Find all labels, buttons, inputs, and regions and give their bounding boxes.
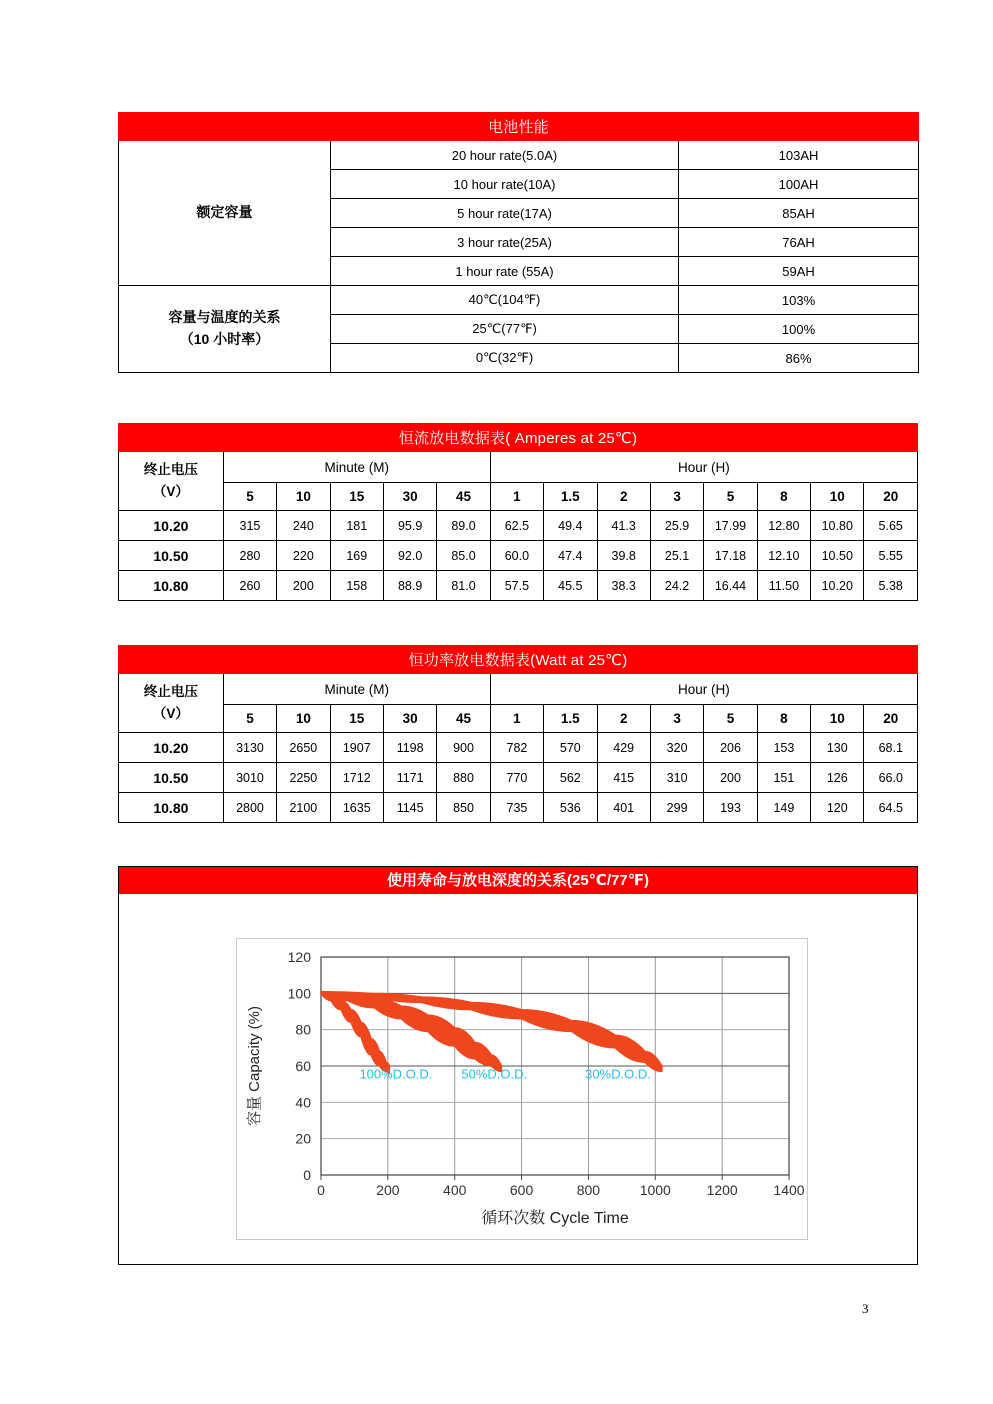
condition-cell: 3 hour rate(25A) — [331, 228, 679, 257]
constant-power-data-cell: 64.5 — [864, 793, 918, 823]
constant-current-data-cell: 181 — [330, 511, 383, 541]
constant-current-data-cell: 280 — [223, 541, 276, 571]
chart-frame — [236, 938, 808, 1240]
constant-power-corner — [119, 674, 224, 733]
constant-power-minute-col-4: 30 — [383, 705, 436, 733]
constant-power-hour-col-7: 10 — [811, 705, 864, 733]
constant-current-hour-col-2: 1.5 — [544, 483, 597, 511]
constant-current-data-cell: 49.4 — [544, 511, 597, 541]
constant-current-hour-col-3: 2 — [597, 483, 650, 511]
battery-performance-table — [118, 112, 919, 373]
constant-current-data-cell: 260 — [223, 571, 276, 601]
chart-canvas-wrap — [119, 894, 917, 1264]
y-tick-label: 60 — [295, 1058, 311, 1074]
constant-power-data-cell: 151 — [757, 763, 810, 793]
value-cell: 103% — [679, 286, 919, 315]
constant-power-hour-col-3: 2 — [597, 705, 650, 733]
x-tick-label: 600 — [509, 1182, 534, 1198]
corner-line2: （V） — [152, 484, 189, 499]
constant-power-data-cell: 3010 — [223, 763, 276, 793]
cycle-life-title: 使用寿命与放电深度的关系(25℃/77℉) — [119, 867, 917, 894]
battery-performance-title: 电池性能 — [119, 113, 919, 141]
section-label-1 — [119, 141, 331, 286]
constant-current-data-cell: 10.20 — [811, 571, 864, 601]
constant-power-minute-col-3: 15 — [330, 705, 383, 733]
x-tick-label: 1200 — [706, 1182, 738, 1198]
x-tick-label: 400 — [443, 1182, 467, 1198]
table-row — [119, 113, 919, 141]
constant-power-minute-col-5: 45 — [437, 705, 490, 733]
constant-current-data-cell: 62.5 — [490, 511, 543, 541]
y-tick-label: 120 — [287, 949, 311, 965]
constant-power-data-cell: 206 — [704, 733, 757, 763]
constant-current-data-cell: 10.80 — [811, 511, 864, 541]
constant-power-data-cell: 2650 — [277, 733, 330, 763]
constant-current-data-cell: 85.0 — [437, 541, 490, 571]
constant-power-data-cell: 570 — [544, 733, 597, 763]
constant-current-minute-col-4: 30 — [383, 483, 436, 511]
constant-power-data-cell: 310 — [650, 763, 703, 793]
constant-current-minute-col-5: 45 — [437, 483, 490, 511]
constant-power-data-cell: 770 — [490, 763, 543, 793]
constant-current-minute-col-2: 10 — [277, 483, 330, 511]
y-axis-title: 容量 Capacity (%) — [246, 1005, 263, 1127]
constant-power-data-cell: 2250 — [277, 763, 330, 793]
y-tick-label: 100 — [287, 985, 311, 1002]
x-axis-title: 循环次数 Cycle Time — [481, 1210, 629, 1227]
section-label-line2: （10 小时率） — [179, 331, 270, 347]
constant-current-data-cell: 47.4 — [544, 541, 597, 571]
x-tick-label: 0 — [317, 1182, 325, 1198]
constant-current-data-cell: 11.50 — [757, 571, 810, 601]
constant-power-hour-col-8: 20 — [864, 705, 918, 733]
constant-power-data-cell: 429 — [597, 733, 650, 763]
dod-annotation: 100%D.O.D. — [359, 1066, 433, 1082]
constant-current-title: 恒流放电数据表( Amperes at 25℃) — [119, 424, 918, 452]
constant-current-hour-group: Hour (H) — [490, 452, 917, 483]
table-row — [119, 763, 918, 793]
constant-current-data-cell: 10.50 — [811, 541, 864, 571]
section-label-text: 额定容量 — [196, 204, 253, 221]
page-number: 3 — [862, 1301, 869, 1316]
constant-current-data-cell: 5.38 — [864, 571, 918, 601]
condition-cell: 1 hour rate (55A) — [331, 257, 679, 286]
value-cell: 85AH — [679, 199, 919, 228]
constant-current-data-cell: 45.5 — [544, 571, 597, 601]
x-tick-label: 800 — [576, 1182, 601, 1198]
table-row — [119, 541, 918, 571]
constant-current-data-cell: 92.0 — [383, 541, 436, 571]
constant-power-data-cell: 415 — [597, 763, 650, 793]
constant-current-data-cell: 17.99 — [704, 511, 757, 541]
constant-power-data-cell: 2800 — [223, 793, 276, 823]
table-row — [119, 286, 919, 315]
condition-cell: 5 hour rate(17A) — [331, 199, 679, 228]
constant-current-voltage-cell: 10.50 — [119, 541, 224, 571]
x-tick-label: 1000 — [639, 1182, 671, 1198]
dod-annotation: 50%D.O.D. — [461, 1066, 528, 1082]
constant-power-data-cell: 153 — [757, 733, 810, 763]
table-row — [119, 141, 919, 170]
value-cell: 86% — [679, 344, 919, 373]
constant-current-data-cell: 315 — [223, 511, 276, 541]
constant-power-hour-col-4: 3 — [650, 705, 703, 733]
constant-current-data-cell: 169 — [330, 541, 383, 571]
constant-power-voltage-cell: 10.80 — [119, 793, 224, 823]
cycle-life-chart-block — [118, 866, 918, 1265]
constant-power-data-cell: 900 — [437, 733, 490, 763]
y-tick-label: 80 — [295, 1021, 311, 1038]
constant-power-hour-col-5: 5 — [704, 705, 757, 733]
constant-power-data-cell: 1171 — [383, 763, 436, 793]
table-row — [119, 793, 918, 823]
constant-power-data-cell: 126 — [811, 763, 864, 793]
constant-power-hour-col-6: 8 — [757, 705, 810, 733]
constant-current-voltage-cell: 10.20 — [119, 511, 224, 541]
constant-power-data-cell: 880 — [437, 763, 490, 793]
y-tick-label: 0 — [303, 1167, 311, 1183]
constant-current-hour-col-8: 20 — [864, 483, 918, 511]
constant-current-data-cell: 220 — [277, 541, 330, 571]
section-label-2 — [119, 286, 331, 373]
constant-power-data-cell: 299 — [650, 793, 703, 823]
constant-power-voltage-cell: 10.50 — [119, 763, 224, 793]
table-row — [119, 511, 918, 541]
constant-power-data-cell: 3130 — [223, 733, 276, 763]
constant-power-hour-col-2: 1.5 — [544, 705, 597, 733]
constant-current-data-cell: 16.44 — [704, 571, 757, 601]
constant-current-corner — [119, 452, 224, 511]
constant-current-data-cell: 95.9 — [383, 511, 436, 541]
constant-current-data-cell: 89.0 — [437, 511, 490, 541]
corner-line1: 终止电压 — [143, 684, 198, 700]
constant-current-data-cell: 12.10 — [757, 541, 810, 571]
constant-current-hour-col-5: 5 — [704, 483, 757, 511]
table-row — [119, 674, 918, 705]
constant-power-hour-col-1: 1 — [490, 705, 543, 733]
x-tick-label: 1400 — [773, 1182, 805, 1198]
corner-line1: 终止电压 — [143, 462, 198, 478]
constant-current-voltage-cell: 10.80 — [119, 571, 224, 601]
constant-power-data-cell: 1712 — [330, 763, 383, 793]
table-row — [119, 733, 918, 763]
constant-power-minute-col-1: 5 — [223, 705, 276, 733]
constant-current-data-cell: 24.2 — [650, 571, 703, 601]
condition-cell: 10 hour rate(10A) — [331, 170, 679, 199]
constant-power-data-cell: 401 — [597, 793, 650, 823]
table-row — [119, 483, 918, 511]
constant-power-discharge-table — [118, 645, 918, 823]
constant-power-title: 恒功率放电数据表(Watt at 25℃) — [119, 646, 918, 674]
constant-power-hour-group: Hour (H) — [490, 674, 917, 705]
table-row — [119, 452, 918, 483]
constant-power-minute-col-2: 10 — [277, 705, 330, 733]
constant-power-data-cell: 120 — [811, 793, 864, 823]
constant-power-data-cell: 1198 — [383, 733, 436, 763]
condition-cell: 0℃(32℉) — [331, 344, 679, 373]
condition-cell: 25℃(77℉) — [331, 315, 679, 344]
constant-power-data-cell: 850 — [437, 793, 490, 823]
constant-current-data-cell: 5.55 — [864, 541, 918, 571]
constant-current-data-cell: 81.0 — [437, 571, 490, 601]
constant-power-data-cell: 68.1 — [864, 733, 918, 763]
corner-line2: （V） — [152, 706, 189, 721]
constant-current-data-cell: 57.5 — [490, 571, 543, 601]
y-tick-label: 40 — [295, 1094, 311, 1111]
constant-current-data-cell: 12.80 — [757, 511, 810, 541]
constant-current-hour-col-7: 10 — [811, 483, 864, 511]
constant-power-data-cell: 149 — [757, 793, 810, 823]
y-tick-label: 20 — [295, 1130, 311, 1147]
constant-current-hour-col-1: 1 — [490, 483, 543, 511]
constant-current-minute-col-3: 15 — [330, 483, 383, 511]
constant-power-data-cell: 66.0 — [864, 763, 918, 793]
constant-power-data-cell: 562 — [544, 763, 597, 793]
constant-current-data-cell: 41.3 — [597, 511, 650, 541]
table-row — [119, 705, 918, 733]
dod-annotation: 30%D.O.D. — [585, 1066, 651, 1082]
condition-cell: 40℃(104℉) — [331, 286, 679, 315]
cycle-life-chart-svg — [237, 939, 805, 1237]
x-tick-label: 200 — [376, 1182, 400, 1198]
constant-current-data-cell: 88.9 — [383, 571, 436, 601]
constant-power-voltage-cell: 10.20 — [119, 733, 224, 763]
constant-current-data-cell: 25.1 — [650, 541, 703, 571]
value-cell: 76AH — [679, 228, 919, 257]
constant-power-minute-group: Minute (M) — [223, 674, 490, 705]
value-cell: 100% — [679, 315, 919, 344]
constant-current-data-cell: 38.3 — [597, 571, 650, 601]
constant-current-data-cell: 25.9 — [650, 511, 703, 541]
constant-power-data-cell: 2100 — [277, 793, 330, 823]
condition-cell: 20 hour rate(5.0A) — [331, 141, 679, 170]
constant-current-data-cell: 5.65 — [864, 511, 918, 541]
table-row — [119, 571, 918, 601]
constant-power-data-cell: 1145 — [383, 793, 436, 823]
section-label-line1: 容量与温度的关系 — [168, 309, 281, 326]
constant-power-data-cell: 1907 — [330, 733, 383, 763]
constant-current-data-cell: 17.18 — [704, 541, 757, 571]
constant-current-data-cell: 60.0 — [490, 541, 543, 571]
constant-power-data-cell: 1635 — [330, 793, 383, 823]
constant-power-data-cell: 200 — [704, 763, 757, 793]
constant-power-data-cell: 130 — [811, 733, 864, 763]
constant-current-discharge-table — [118, 423, 918, 601]
constant-current-data-cell: 200 — [277, 571, 330, 601]
constant-current-minute-col-1: 5 — [223, 483, 276, 511]
constant-power-data-cell: 193 — [704, 793, 757, 823]
constant-power-data-cell: 782 — [490, 733, 543, 763]
constant-current-data-cell: 39.8 — [597, 541, 650, 571]
constant-current-data-cell: 158 — [330, 571, 383, 601]
constant-power-data-cell: 536 — [544, 793, 597, 823]
constant-power-data-cell: 320 — [650, 733, 703, 763]
constant-current-data-cell: 240 — [277, 511, 330, 541]
value-cell: 59AH — [679, 257, 919, 286]
value-cell: 100AH — [679, 170, 919, 199]
constant-current-hour-col-4: 3 — [650, 483, 703, 511]
constant-power-data-cell: 735 — [490, 793, 543, 823]
table-row — [119, 646, 918, 674]
constant-current-hour-col-6: 8 — [757, 483, 810, 511]
table-row — [119, 424, 918, 452]
constant-current-minute-group: Minute (M) — [223, 452, 490, 483]
value-cell: 103AH — [679, 141, 919, 170]
